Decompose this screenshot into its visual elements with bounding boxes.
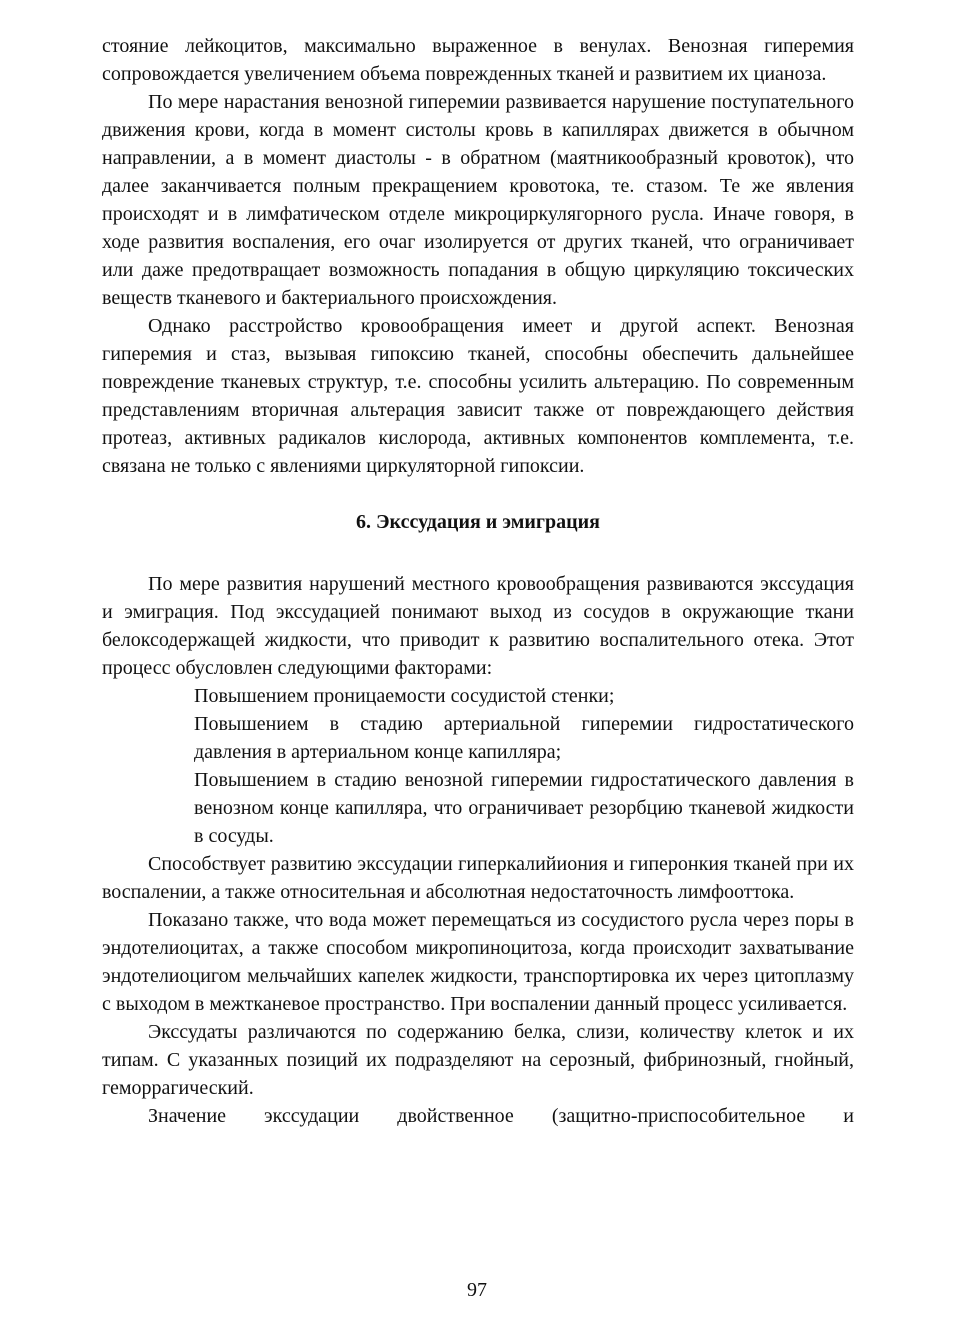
list-item: Повышением в стадию венозной гиперемии гидростатического давления в венозном конце капилляра, что ограничивает резорбцию тканевой жидкости в сосуды. [194, 769, 854, 847]
factors-list [102, 682, 854, 850]
paragraph-hyperkalemia: Способствует развитию экссудации гиперкалийиония и гиперонкия тканей при их воспалении, а также относительная и абсолютная недостаточность лимфооттока. [102, 853, 854, 903]
section-heading: 6. Экссудация и эмиграция [355, 511, 600, 533]
paragraph-venous-hyperemia: По мере нарастания венозной гиперемии развивается нарушение поступательного движения крови, когда в момент систолы кровь в капиллярах движется в обычном направлении, а в момент диастолы - в обратном (маятникообразный кровоток), что далее заканчивается полным прекращением кровотока, те. стазом. Те же явления происходят и в лимфатическом отделе микроциркулягорного русла. Иначе говоря, в ходе развития воспаления, его очаг изолируется от других тканей, что ограничивает или даже предотвращает возможность попадания в общую циркуляцию токсических веществ тканевого и бактериального происхождения. [102, 91, 854, 309]
paragraph-continuation: стояние лейкоцитов, максимально выраженное в венулах. Венозная гиперемия сопровождается увеличением объема поврежденных тканей и развитием их цианоза. [102, 35, 854, 85]
paragraph-exudate-types: Экссудаты различаются по содержанию белка, слизи, количеству клеток и их типам. С указанных позиций их подразделяют на серозный, фибринозный, гнойный, геморрагический. [102, 1021, 854, 1099]
section-circulation [102, 32, 854, 480]
list-item: Повышением проницаемости сосудистой стенки; [194, 685, 615, 707]
paragraph-micropinocytosis: Показано также, что вода может перемещаться из сосудистого русла через поры в эндотелиоцитах, а также способом микропиноцитоза, когда происходит захватывание эндотелиоцигом мельчайших капелек жидкости, транспортировка их через цитоплазму с выходом в межтканевое пространство. При воспалении данный процесс усиливается. [102, 909, 854, 1015]
paragraph-exudation-intro: По мере развития нарушений местного кровообращения развиваются экссудация и эмиграция. Под экссудацией понимают выход из сосудов в окружающие ткани белоксодержащей жидкости, что приводит к развитию воспалительного отека. Этот процесс обусловлен следующими факторами: [102, 573, 854, 679]
paragraph-exudation-value: Значение экссудации двойственное (защитно-приспособительное и [148, 1105, 854, 1127]
page-number: 97 [467, 1279, 487, 1301]
list-item: Повышением в стадию артериальной гиперемии гидростатического давления в артериальном конце капилляра; [194, 713, 854, 763]
section-exudation [102, 570, 854, 1130]
paragraph-circulation-aspect: Однако расстройство кровообращения имеет и другой аспект. Венозная гиперемия и стаз, вызывая гипоксию тканей, способны обеспечить дальнейшее повреждение тканевых структур, т.е. способны усилить альтерацию. По современным представлениям вторичная альтерация зависит также от повреждающего действия протеаз, активных радикалов кислорода, активных компонентов комплемента, т.е. связана не только с явлениями циркуляторной гипоксии. [102, 315, 854, 477]
